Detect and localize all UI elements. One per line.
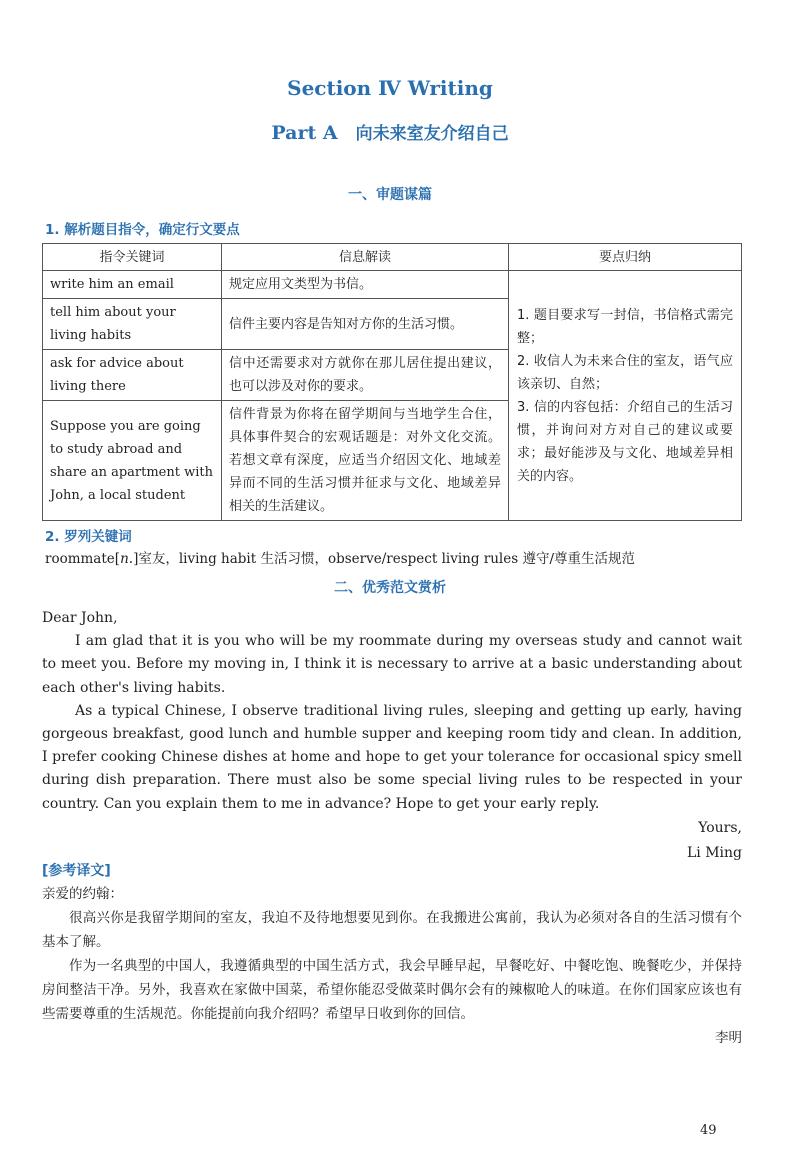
essay-closing: Yours, [698, 820, 742, 836]
essay-greeting: Dear John, [42, 610, 118, 626]
part-title [0, 119, 780, 144]
info-cell: 信件主要内容是告知对方你的生活习惯。 [222, 299, 509, 350]
table-header-summary: 要点归纳 [509, 244, 742, 271]
keyword-cell: tell him about your living habits [43, 299, 222, 350]
table-header-info: 信息解读 [222, 244, 509, 271]
part-topic: 向未来室友介绍自己 [355, 124, 509, 144]
summary-point-2: 2. 收信人为未来合住的室友，语气应该亲切、自然； [517, 353, 733, 392]
step-1-title: 1. 解析题目指令，确定行文要点 [45, 222, 240, 238]
summary-cell [509, 271, 742, 521]
keyword-cell: Suppose you are going to study abroad and share an apartment with John, a local student [43, 401, 222, 521]
sample-essay [42, 607, 742, 816]
translation-label: [参考译文] [42, 863, 111, 879]
info-cell: 信件背景为你将在留学期间与当地学生合住，具体事件契合的宏观话题是：对外文化交流。若想文章有深度，应适当介绍因文化、地域差异而不同的生活习惯并征求与文化、地域差异相关的生活建议。 [222, 401, 509, 521]
essay-signoff [600, 816, 742, 866]
keyword-meaning: 室友 [138, 551, 166, 567]
translation-signature: 李明 [715, 1030, 742, 1046]
essay-paragraph: I am glad that it is you who will be my roommate during my overseas study and cannot wait to meet you. Before my moving in, I think it is necessary to arrive at a basic understanding about each other's living habits. [42, 633, 742, 696]
translation-greeting: 亲爱的约翰： [42, 886, 123, 902]
review-heading: 一、审题谋篇 [348, 187, 432, 203]
translation-paragraph: 很高兴你是我留学期间的室友，我迫不及待地想要见到你。在我搬进公寓前，我认为必须对各自的生活习惯有个基本了解。 [42, 910, 742, 950]
section-title: Section Ⅳ Writing [287, 76, 493, 100]
summary-point-3: 3. 信的内容包括：介绍自己的生活习惯，并询问对方对自己的建议或要求；最好能涉及与文化、地域差异相关的内容。 [517, 399, 733, 484]
translation-paragraph: 作为一名典型的中国人，我遵循典型的中国生活方式，我会早睡早起，早餐吃好、中餐吃饱、晚餐吃少，并保持房间整洁干净。另外，我喜欢在家做中国菜，希望你能忍受做菜时偶尔会有的辣椒呛人的味道。在你们国家应该也有些需要尊重的生活规范。你能提前向我介绍吗？希望早日收到你的回信。 [42, 958, 742, 1022]
keyword-phrase-2: observe/respect living rules [327, 551, 519, 567]
page-number: 49 [700, 1123, 717, 1138]
keyword-cell: write him an email [43, 271, 222, 299]
info-cell: 信中还需要求对方就你在那儿居住提出建议，也可以涉及对你的要求。 [222, 350, 509, 401]
essay-heading: 二、优秀范文赏析 [334, 580, 446, 596]
step-2-title: 2. 罗列关键词 [45, 529, 132, 545]
keyword-word: roommate [45, 551, 115, 567]
table-row [43, 271, 742, 299]
keywords-line: roommate[n.]室友，living habit 生活习惯，observe/respect living rules 遵守/尊重生活规范 [45, 551, 636, 567]
keyword-cell: ask for advice about living there [43, 350, 222, 401]
keyword-pos: n. [120, 551, 134, 567]
summary-point-1: 1. 题目要求写一封信，书信格式需完整； [517, 307, 733, 346]
table-header-row [43, 244, 742, 271]
info-cell: 规定应用文类型为书信。 [222, 271, 509, 299]
separator: ， [165, 551, 179, 567]
analysis-table [42, 243, 742, 521]
keyword-phrase-1-meaning: 生活习惯 [260, 551, 315, 567]
keyword-phrase-1: living habit [178, 551, 257, 567]
keyword-phrase-2-meaning: 遵守/尊重生活规范 [522, 551, 636, 567]
separator: ， [314, 551, 328, 567]
essay-paragraph: As a typical Chinese, I observe traditional living rules, sleeping and getting up early, having gorgeous breakfast, good lunch and humble supper and keeping room tidy and clean. In addition, I prefer cooking Chinese dishes at home and hope to get your tolerance for occasional spicy smell during dish preparation. There must also be some special living rules to be respected in your country. Can you explain them to me in advance? Hope to get your early reply. [42, 702, 742, 812]
part-label: Part A [271, 122, 338, 144]
table-header-keyword: 指令关键词 [43, 244, 222, 271]
reference-translation [42, 882, 742, 1050]
essay-signature: Li Ming [686, 845, 742, 861]
